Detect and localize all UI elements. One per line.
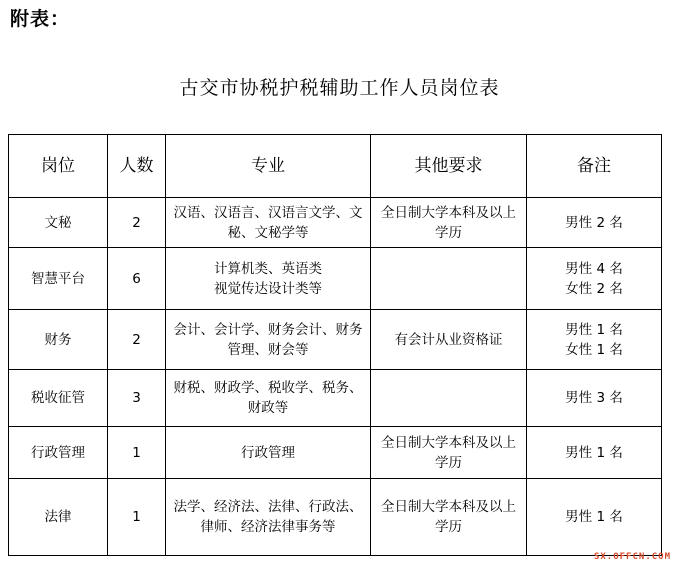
cell-position: 智慧平台 [9,248,108,310]
header-note: 备注 [527,135,662,198]
cell-major-line: 财税、财政学、税收学、税务、 [173,380,363,396]
table-row [9,248,662,310]
cell-note [527,198,662,248]
cell-requirement [371,310,527,370]
cell-major-line: 汉语、汉语言、汉语言文学、文 [173,204,363,221]
table-row [9,427,662,479]
cell-count: 1 [108,427,166,479]
cell-note-line: 男性 4 名 [565,260,623,277]
cell-requirement-line: 学历 [435,454,462,471]
header-major: 专业 [166,135,371,198]
cell-note-line: 男性 1 名 [565,321,623,338]
positions-table [8,134,662,556]
cell-major-line: 计算机类、英语类 [214,260,322,277]
table-header-row [9,135,662,198]
cell-major-line: 财政等 [247,400,289,416]
cell-position: 财务 [9,310,108,370]
appendix-label: 附表： [10,8,71,30]
cell-requirement-line: 学历 [435,224,462,241]
cell-requirement-line: 全日制大学本科及以上 [381,499,516,515]
cell-major [166,310,371,370]
cell-major-line: 会计、会计学、财务会计、财务 [173,321,363,338]
cell-position: 税收征管 [9,370,108,427]
cell-count: 1 [108,479,166,556]
table-row [9,370,662,427]
cell-requirement-line: 全日制大学本科及以上 [381,434,516,451]
cell-note-line: 女性 2 名 [565,280,623,297]
cell-note-line: 男性 1 名 [565,509,623,525]
table-row [9,310,662,370]
cell-position: 法律 [9,479,108,556]
cell-major-line: 律师、经济法律事务等 [200,519,336,535]
cell-major [166,370,371,427]
cell-requirement [371,479,527,556]
cell-count: 2 [108,310,166,370]
table-row [9,198,662,248]
cell-major-line: 秘、文秘学等 [227,224,309,241]
cell-count: 2 [108,198,166,248]
cell-major [166,198,371,248]
cell-position: 文秘 [9,198,108,248]
cell-note [527,427,662,479]
cell-major [166,479,371,556]
cell-major-line: 视觉传达设计类等 [214,280,322,297]
cell-requirement [371,370,527,427]
header-position: 岗位 [9,135,108,198]
cell-note [527,479,662,556]
cell-requirement [371,248,527,310]
cell-major-line: 行政管理 [241,444,295,461]
cell-requirement [371,198,527,248]
cell-note [527,248,662,310]
cell-requirement-line: 有会计从业资格证 [394,331,503,348]
cell-requirement-line: 全日制大学本科及以上 [381,204,516,221]
document-title: 古交市协税护税辅助工作人员岗位表 [179,77,500,99]
cell-requirement-line: 学历 [435,519,462,535]
cell-major-line: 法学、经济法、法律、行政法、 [173,499,363,515]
cell-major-line: 管理、财会等 [227,341,309,358]
cell-note [527,310,662,370]
cell-note-line: 男性 3 名 [565,390,623,406]
cell-note-line: 女性 1 名 [565,341,623,358]
table-row [9,479,662,556]
header-count: 人数 [108,135,166,198]
cell-count: 6 [108,248,166,310]
table-body [9,198,662,556]
cell-requirement [371,427,527,479]
site-watermark: SX.OFFCN.COM [593,552,671,562]
cell-major [166,248,371,310]
cell-note [527,370,662,427]
cell-major [166,427,371,479]
cell-position: 行政管理 [9,427,108,479]
cell-note-line: 男性 2 名 [565,214,623,231]
cell-note-line: 男性 1 名 [565,444,623,461]
header-requirement: 其他要求 [371,135,527,198]
cell-count: 3 [108,370,166,427]
